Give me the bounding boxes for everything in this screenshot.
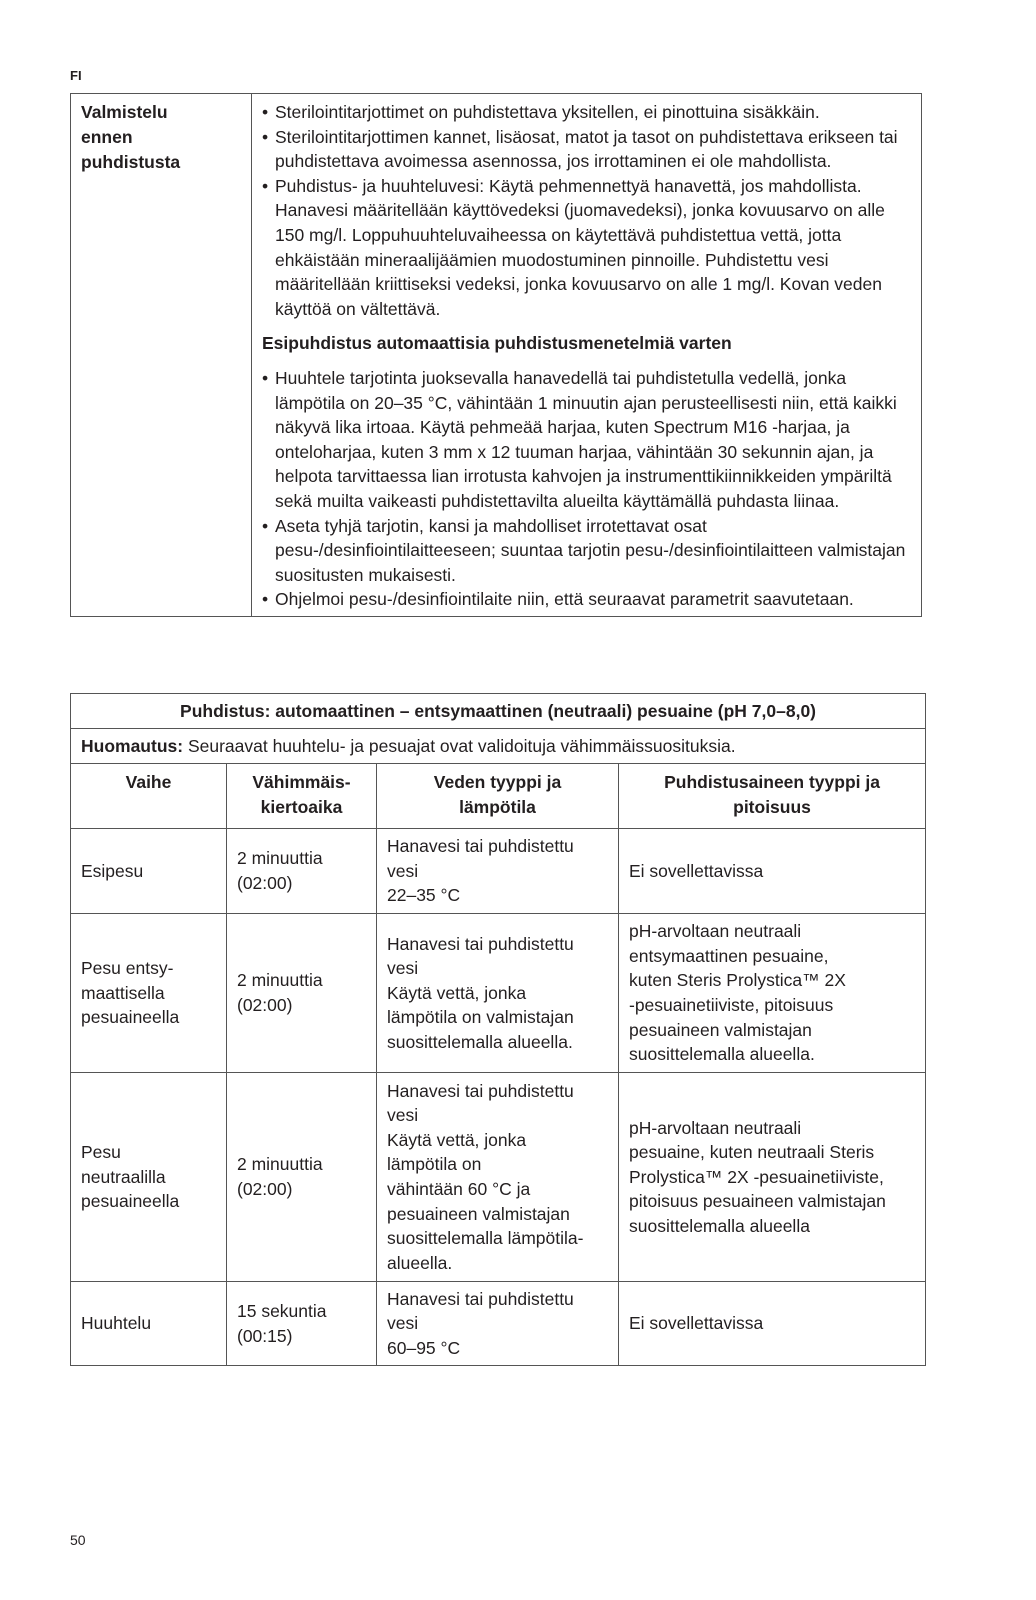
cell-text: 2 minuuttia (02:00) [237,1154,323,1199]
cell-water [377,1282,619,1366]
preparation-label-cell [71,94,252,617]
header-text: Puhdistusaineen tyyppi ja pitoisuus [664,772,880,817]
bullet-item: • Puhdistus- ja huuhteluvesi: Käytä pehmennettyä hanavettä, jos mahdollista. Hanavesi määritellään käyttövedeksi (juomavedeksi), jonka kovuusarvo on alle 150 mg/l. Loppuhuuhteluvaiheessa on käytettävä puhdistettua vettä, jotta ehkäistään mineraalijäämien muodostuminen pinnoille. Puhdistettu vesi määritellään kriittiseksi vedeksi, jonka kovuusarvo on alle 1 mg/l. Kovan veden käyttöä on vältettävä. [262,174,911,322]
bullet-item: • Huuhtele tarjotinta juoksevalla hanavedellä tai puhdistetulla vedellä, jonka lämpötila on 20–35 °C, vähintään 1 minuutin ajan perusteellisesti niin, että kaikki näkyvä lika irtoaa. Käytä pehmeää harjaa, kuten Spectrum M16 -harjaa, ja onteloharjaa, kuten 3 mm x 12 tuuman harjaa, vähintään 30 sekunnin ajan, ja helpota tarvittaessa lian irrotusta kahvojen ja instrumenttikiinnikkeiden ympäriltä sekä muilta vaikeasti puhdistettavilta alueilta käyttämällä puhdasta liinaa. [262,366,911,514]
bullet-item: • Ohjelmoi pesu-/desinfiointilaite niin, että seuraavat parametrit saavutetaan. [262,587,911,612]
cell-phase [71,1282,227,1366]
cell-detergent [619,1073,926,1282]
note-text: Seuraavat huuhtelu- ja pesuajat ovat validoituja vähimmäissuosituksia. [183,735,736,756]
cell-text: Hanavesi tai puhdistettu vesi Käytä vettä, jonka lämpötila on valmistajan suosittelemalla alueella. [387,933,574,1052]
header-text: Veden tyyppi ja lämpötila [433,772,562,817]
page-number: 50 [70,1532,86,1548]
cell-text: 2 minuuttia (02:00) [237,970,323,1015]
cell-cycle-time [227,1073,377,1282]
column-header-cycle-time [227,764,377,829]
procedure-title: Puhdistus: automaattinen – entsymaattinen (neutraali) pesuaine (pH 7,0–8,0) [71,694,926,729]
preparation-label-line: ennen [81,127,133,147]
preparation-bullet-list [262,100,911,321]
cleaning-procedure-table [70,693,926,1366]
bullet-item: • Sterilointitarjottimen kannet, lisäosat, matot ja tasot on puhdistettava erikseen tai puhdistettava avoimessa asennossa, jos irrottaminen ei ole mahdollista. [262,125,911,174]
cell-text: Pesu entsy- maattisella pesuaineella [81,958,180,1028]
preparation-label-line: puhdistusta [81,152,181,172]
cell-cycle-time [227,914,377,1073]
table-header-row [71,764,926,829]
cell-phase [71,914,227,1073]
bullet-item: • Aseta tyhjä tarjotin, kansi ja mahdolliset irrotettavat osat pesu-/desinfiointilaitteeseen; suuntaa tarjotin pesu-/desinfiointilaitteen valmistajan suositusten mukaisesti. [262,514,911,588]
column-header-water [377,764,619,829]
pre-cleaning-bullet-list [262,366,911,612]
table-row [71,1282,926,1366]
cell-text: Pesu neutraalilla pesuaineella [81,1142,180,1212]
cell-text: 2 minuuttia (02:00) [237,848,323,893]
cell-text: Ei sovellettavissa [629,1313,764,1334]
preparation-label-line: Valmistelu [81,102,168,122]
cell-cycle-time [227,1282,377,1366]
cell-text: Esipesu [81,860,144,881]
cell-text: 15 sekuntia (00:15) [237,1300,327,1346]
bullet-item: • Sterilointitarjottimet on puhdistettava yksitellen, ei pinottuina sisäkkäin. [262,100,911,125]
cell-text: Huuhtelu [81,1313,152,1334]
cell-text: Ei sovellettavissa [629,860,764,881]
table-row [71,829,926,914]
column-header-detergent [619,764,926,829]
header-text: Vähimmäis- kiertoaika [252,772,351,817]
pre-cleaning-heading: Esipuhdistus automaattisia puhdistusmenetelmiä varten [262,333,732,354]
cell-phase [71,1073,227,1282]
cell-detergent [619,829,926,914]
cell-detergent [619,914,926,1073]
preparation-body-cell [252,94,922,617]
cell-text: Hanavesi tai puhdistettu vesi 60–95 °C [387,1288,574,1358]
cell-text: pH-arvoltaan neutraali pesuaine, kuten neutraali Steris Prolystica™ 2X -pesuainetiiviste, pitoisuus pesuaineen valmistajan suosittelemalla alueella [629,1117,886,1236]
table-row [71,914,926,1073]
note-label: Huomautus: [81,735,184,756]
preparation-table [70,93,922,617]
cell-water [377,914,619,1073]
column-header-phase [71,764,227,829]
cell-text: Hanavesi tai puhdistettu vesi 22–35 °C [387,836,574,906]
language-code: FI [70,68,82,83]
cell-detergent [619,1282,926,1366]
cell-text: pH-arvoltaan neutraali entsymaattinen pesuaine, kuten Steris Prolystica™ 2X -pesuainetiiviste, pitoisuus pesuaineen valmistajan suosittelemalla alueella. [629,921,846,1065]
cell-water [377,829,619,914]
table-row [71,1073,926,1282]
cell-text: Hanavesi tai puhdistettu vesi Käytä vettä, jonka lämpötila on vähintään 60 °C ja pesuaineen valmistajan suosittelemalla lämpötila- alueella. [387,1080,584,1273]
cell-water [377,1073,619,1282]
cell-cycle-time [227,829,377,914]
procedure-note [71,729,926,764]
cell-phase [71,829,227,914]
header-text: Vaihe [125,772,172,792]
